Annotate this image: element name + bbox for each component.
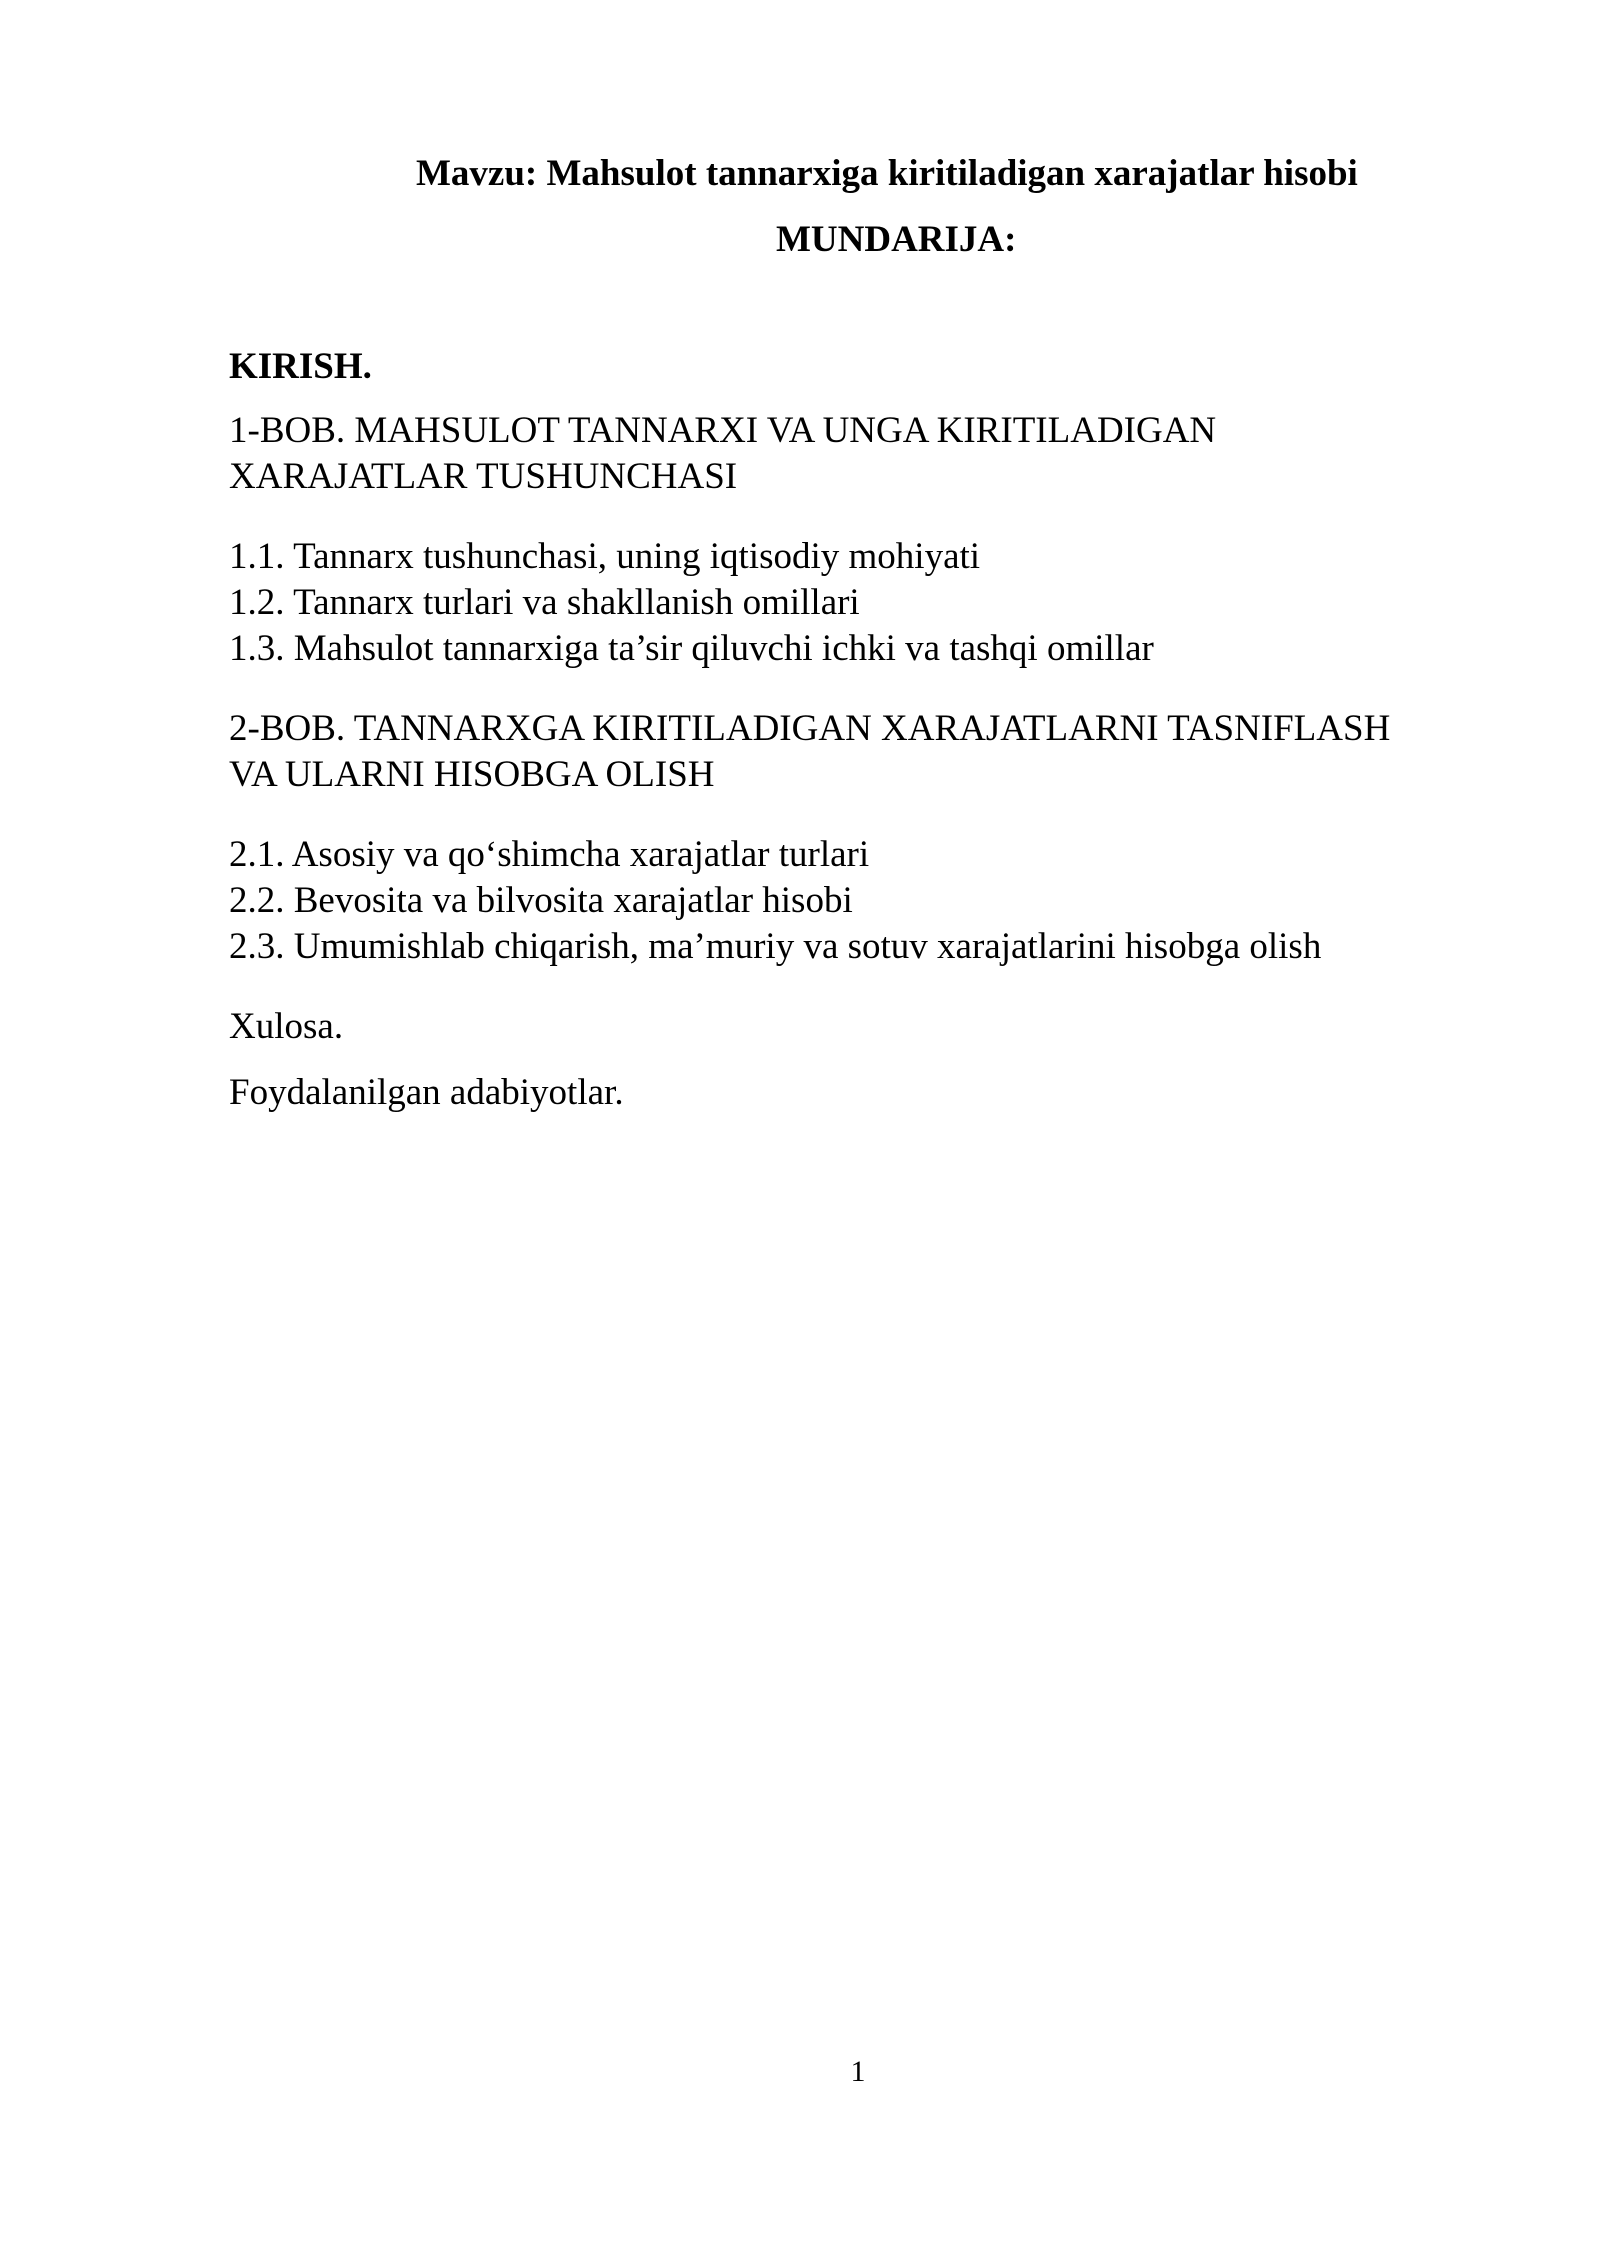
toc-section-item: 1.3. Mahsulot tannarxiga ta’sir qiluvchi ichki va tashqi omillar	[229, 628, 1154, 669]
table-of-contents	[229, 344, 1489, 1136]
chapter-title-line: XARAJATLAR TUSHUNCHASI	[229, 456, 738, 497]
toc-section-item: 2.1. Asosiy va qo‘shimcha xarajatlar turlari	[229, 834, 870, 875]
document-topic: Mavzu: Mahsulot tannarxiga kiritiladigan xarajatlar hisobi	[416, 153, 1358, 194]
toc-chapter-1-sections	[229, 534, 1489, 672]
chapter-title-line: VA ULARNI HISOBGA OLISH	[229, 754, 715, 795]
toc-intro: KIRISH.	[229, 346, 372, 387]
toc-heading: MUNDARIJA:	[776, 219, 1017, 260]
toc-section-item: 2.2. Bevosita va bilvosita xarajatlar hisobi	[229, 880, 853, 921]
toc-chapter-2-sections	[229, 832, 1489, 970]
toc-chapter-2-title	[229, 706, 1489, 798]
toc-references: Foydalanilgan adabiyotlar.	[229, 1072, 624, 1113]
toc-section-item: 1.1. Tannarx tushunchasi, uning iqtisodiy mohiyati	[229, 536, 981, 577]
toc-section-item: 2.3. Umumishlab chiqarish, ma’muriy va sotuv xarajatlarini hisobga olish	[229, 926, 1322, 967]
toc-section-item: 1.2. Tannarx turlari va shakllanish omillari	[229, 582, 860, 623]
toc-conclusion: Xulosa.	[229, 1006, 344, 1047]
chapter-title-line: 1-BOB. MAHSULOT TANNARXI VA UNGA KIRITILADIGAN	[229, 410, 1217, 451]
toc-chapter-1-title	[229, 408, 1489, 500]
chapter-title-line: 2-BOB. TANNARXGA KIRITILADIGAN XARAJATLARNI TASNIFLASH	[229, 708, 1391, 749]
page-number: 1	[850, 2055, 866, 2088]
